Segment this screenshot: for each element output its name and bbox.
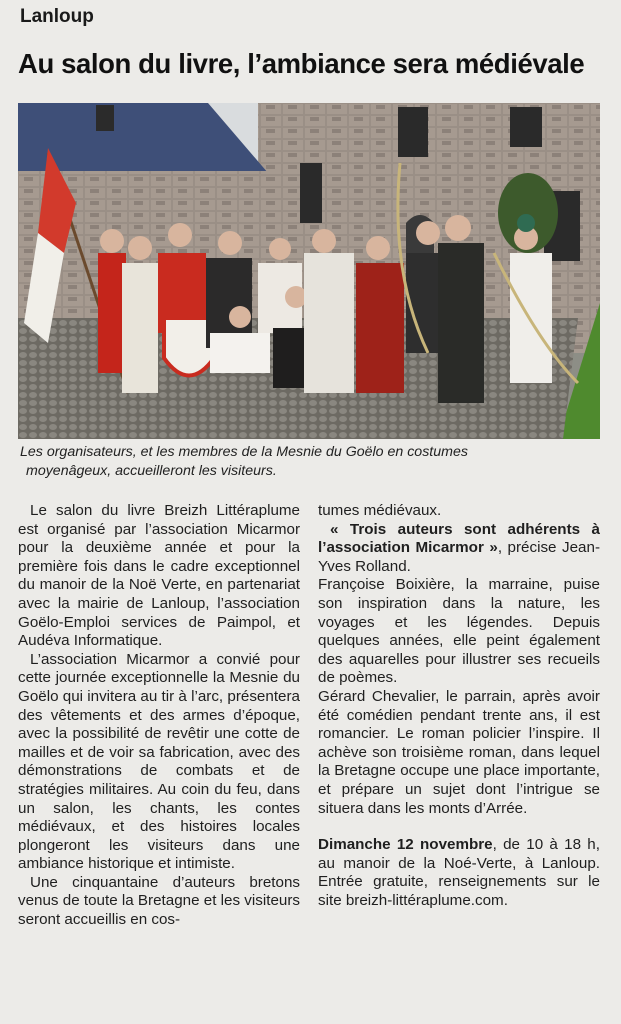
paragraph: Gérard Chevalier, le parrain, après avoir été comédien pendant trente ans, il est romancier. Le roman policier l’inspire. Il achève son troisième roman, dans lequel la Bretagne occupe une place importante, et prépare un sujet dont l’intrigue se situera dans les monts d’Arrée. (318, 687, 600, 817)
quote-attribution: , précise Jean-Yves Rolland. (318, 539, 600, 575)
caption-line: Les organisateurs, et les membres de la Mesnie du Goëlo en costumes (20, 444, 468, 460)
article-photo (18, 103, 600, 439)
bleed-through-text (210, 2, 610, 15)
quote-paragraph (318, 521, 600, 577)
section-label: Lanloup (20, 6, 94, 27)
paragraph: Françoise Boixière, la marraine, puise son inspiration dans la nature, les voyages et les légendes. Depuis quelques années, elle peint également des aquarelles pour illustrer ses recueils de poèmes. (318, 576, 600, 687)
article-column-left (18, 502, 300, 930)
article-column-right (318, 502, 600, 910)
caption-line: moyenâgeux, accueilleront les visiteurs. (26, 463, 277, 479)
headline: Au salon du livre, l’ambiance sera médiévale (18, 48, 585, 79)
paragraph: Une cinquantaine d’auteurs bretons venus de toute la Bretagne et les visiteurs seront accueillis en cos- (18, 873, 300, 929)
photo-medieval-costumes-icon (18, 103, 600, 439)
event-date: Dimanche 12 novembre (318, 836, 493, 854)
event-details: , de 10 à 18 h, au manoir de la Noé-Verte, à Lanloup. Entrée gratuite, renseignements sur le site breizh-littéraplume.com. (318, 836, 600, 909)
paragraph: tumes médiévaux. (318, 502, 442, 519)
photo-caption (20, 443, 600, 481)
paragraph: Le salon du livre Breizh Littéraplume est organisé par l’association Micarmor pour la deuxième année et pour la première fois dans le cadre exceptionnel du manoir de la Noë Verte, en partenariat avec la mairie de Lanloup, l’association Goëlo-Emploi services de Paimpol, et Audéva Informatique. (18, 502, 300, 650)
quote-bold: « Trois auteurs sont adhérents à l’association Micarmor » (318, 520, 600, 557)
event-info (318, 836, 600, 910)
paragraph: L’association Micarmor a convié pour cette journée exceptionnelle la Mesnie du Goëlo qui invitera au tir à l’arc, présentera des vêtements et des armes d’époque, avec la possibilité de revêtir une cotte de mailles et de voir sa fabrication, avec des démonstrations de combats et de stratégies militaires. Au coin du feu, dans un salon, les chants, les contes médiévaux, et des histoires locales plongeront les visiteurs dans une ambiance historique et intimiste. (18, 650, 300, 873)
